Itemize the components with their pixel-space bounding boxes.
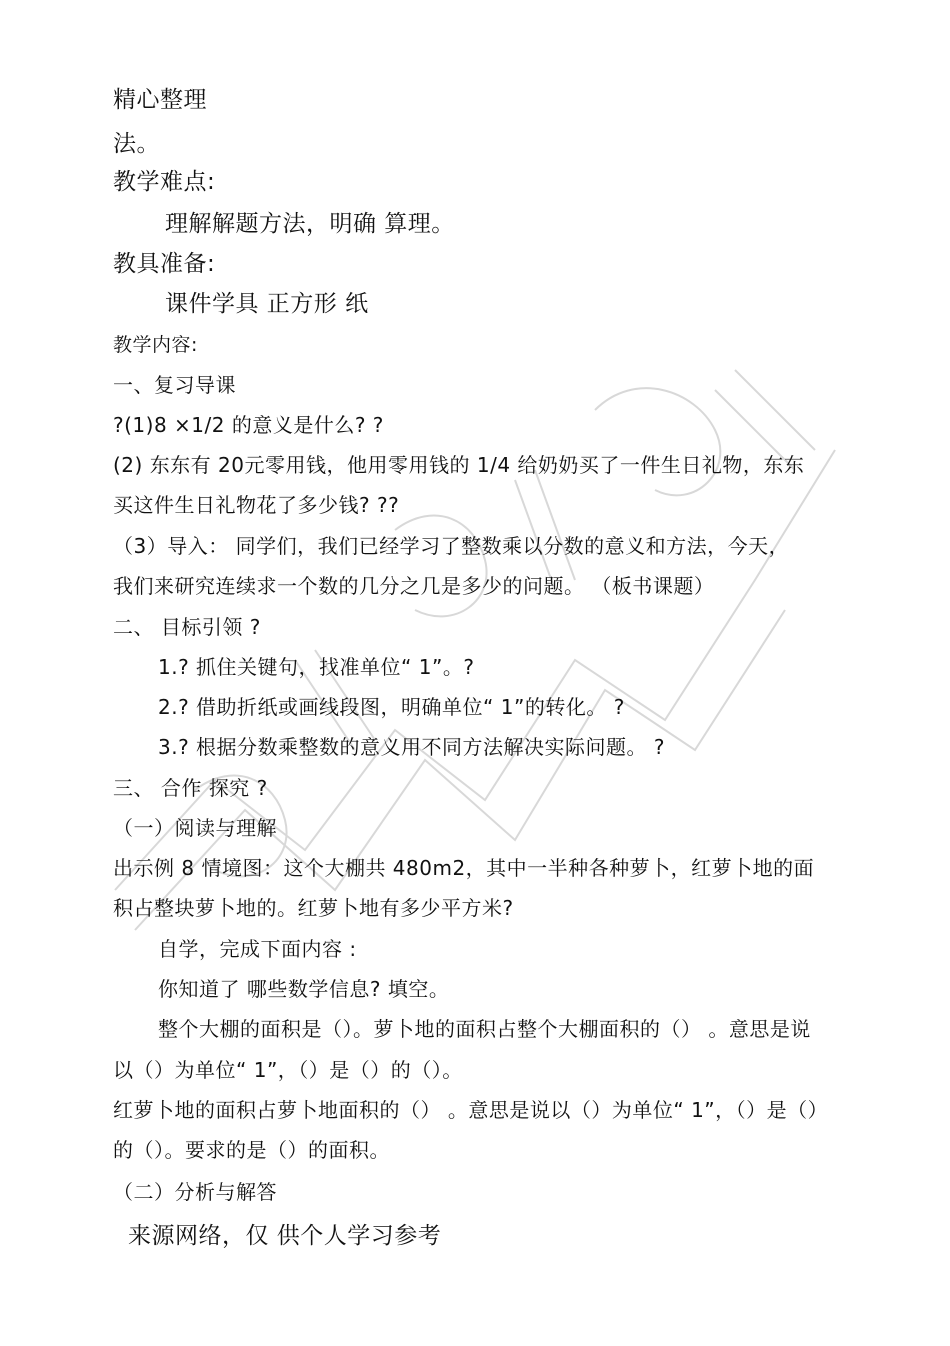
list-item: 3.? 根据分数乘整数的意义用不同方法解决实际问题。 ? xyxy=(158,735,666,759)
text-line: 的（）。要求的是（）的面积。 xyxy=(113,1138,390,1162)
text-line: (2) 东东有 20元零用钱，他用零用钱的 1/4 给奶奶买了一件生日礼物，东东 xyxy=(113,453,805,477)
text-line: 出示例 8 情境图：这个大棚共 480m2，其中一半种各种萝卜，红萝卜地的面 xyxy=(113,856,815,880)
section-heading: 教具准备: xyxy=(113,251,216,277)
list-item: 2.? 借助折纸或画线段图，明确单位“ 1”的转化。 ? xyxy=(158,695,625,719)
subsection-heading: （二）分析与解答 xyxy=(113,1180,277,1204)
subsection-heading: （一）阅读与理解 xyxy=(113,816,277,840)
section-heading: 三、 合作 探究 ? xyxy=(113,776,268,800)
text-line: 积占整块萝卜地的。红萝卜地有多少平方米? xyxy=(113,896,514,920)
text-line: 买这件生日礼物花了多少钱? ?? xyxy=(113,493,400,517)
section-heading: 教学难点: xyxy=(113,169,216,195)
text-line: 理解解题方法，明确 算理。 xyxy=(165,211,455,237)
text-line: （3）导入： 同学们，我们已经学习了整数乘以分数的意义和方法，今天， xyxy=(113,534,790,558)
section-heading: 二、 目标引领 ? xyxy=(113,615,261,639)
text-line: 以（）为单位“ 1”，（）是（）的（）。 xyxy=(113,1058,463,1082)
footer-note: 来源网络，仅 供个人学习参考 xyxy=(128,1223,442,1249)
page-title: 精心整理 xyxy=(113,87,207,113)
text-line: 整个大棚的面积是（）。萝卜地的面积占整个大棚面积的（） 。意思是说 xyxy=(158,1017,811,1041)
text-line: 自学，完成下面内容 : xyxy=(158,937,357,961)
text-line: 法。 xyxy=(113,131,160,157)
text-line: 你知道了 哪些数学信息? 填空。 xyxy=(158,977,450,1001)
section-heading: 教学内容: xyxy=(113,334,198,356)
section-heading: 一、复习导课 xyxy=(113,373,236,397)
text-line: 我们来研究连续求一个数的几分之几是多少的问题。 （板书课题） xyxy=(113,574,715,598)
text-line: ?(1)8 ×1/2 的意义是什么? ? xyxy=(113,413,384,437)
text-line: 课件学具 正方形 纸 xyxy=(165,291,369,317)
list-item: 1.? 抓住关键句，找准单位“ 1”。? xyxy=(158,655,475,679)
text-line: 红萝卜地的面积占萝卜地面积的（） 。意思是说以（）为单位“ 1”，（）是（） xyxy=(113,1098,829,1122)
